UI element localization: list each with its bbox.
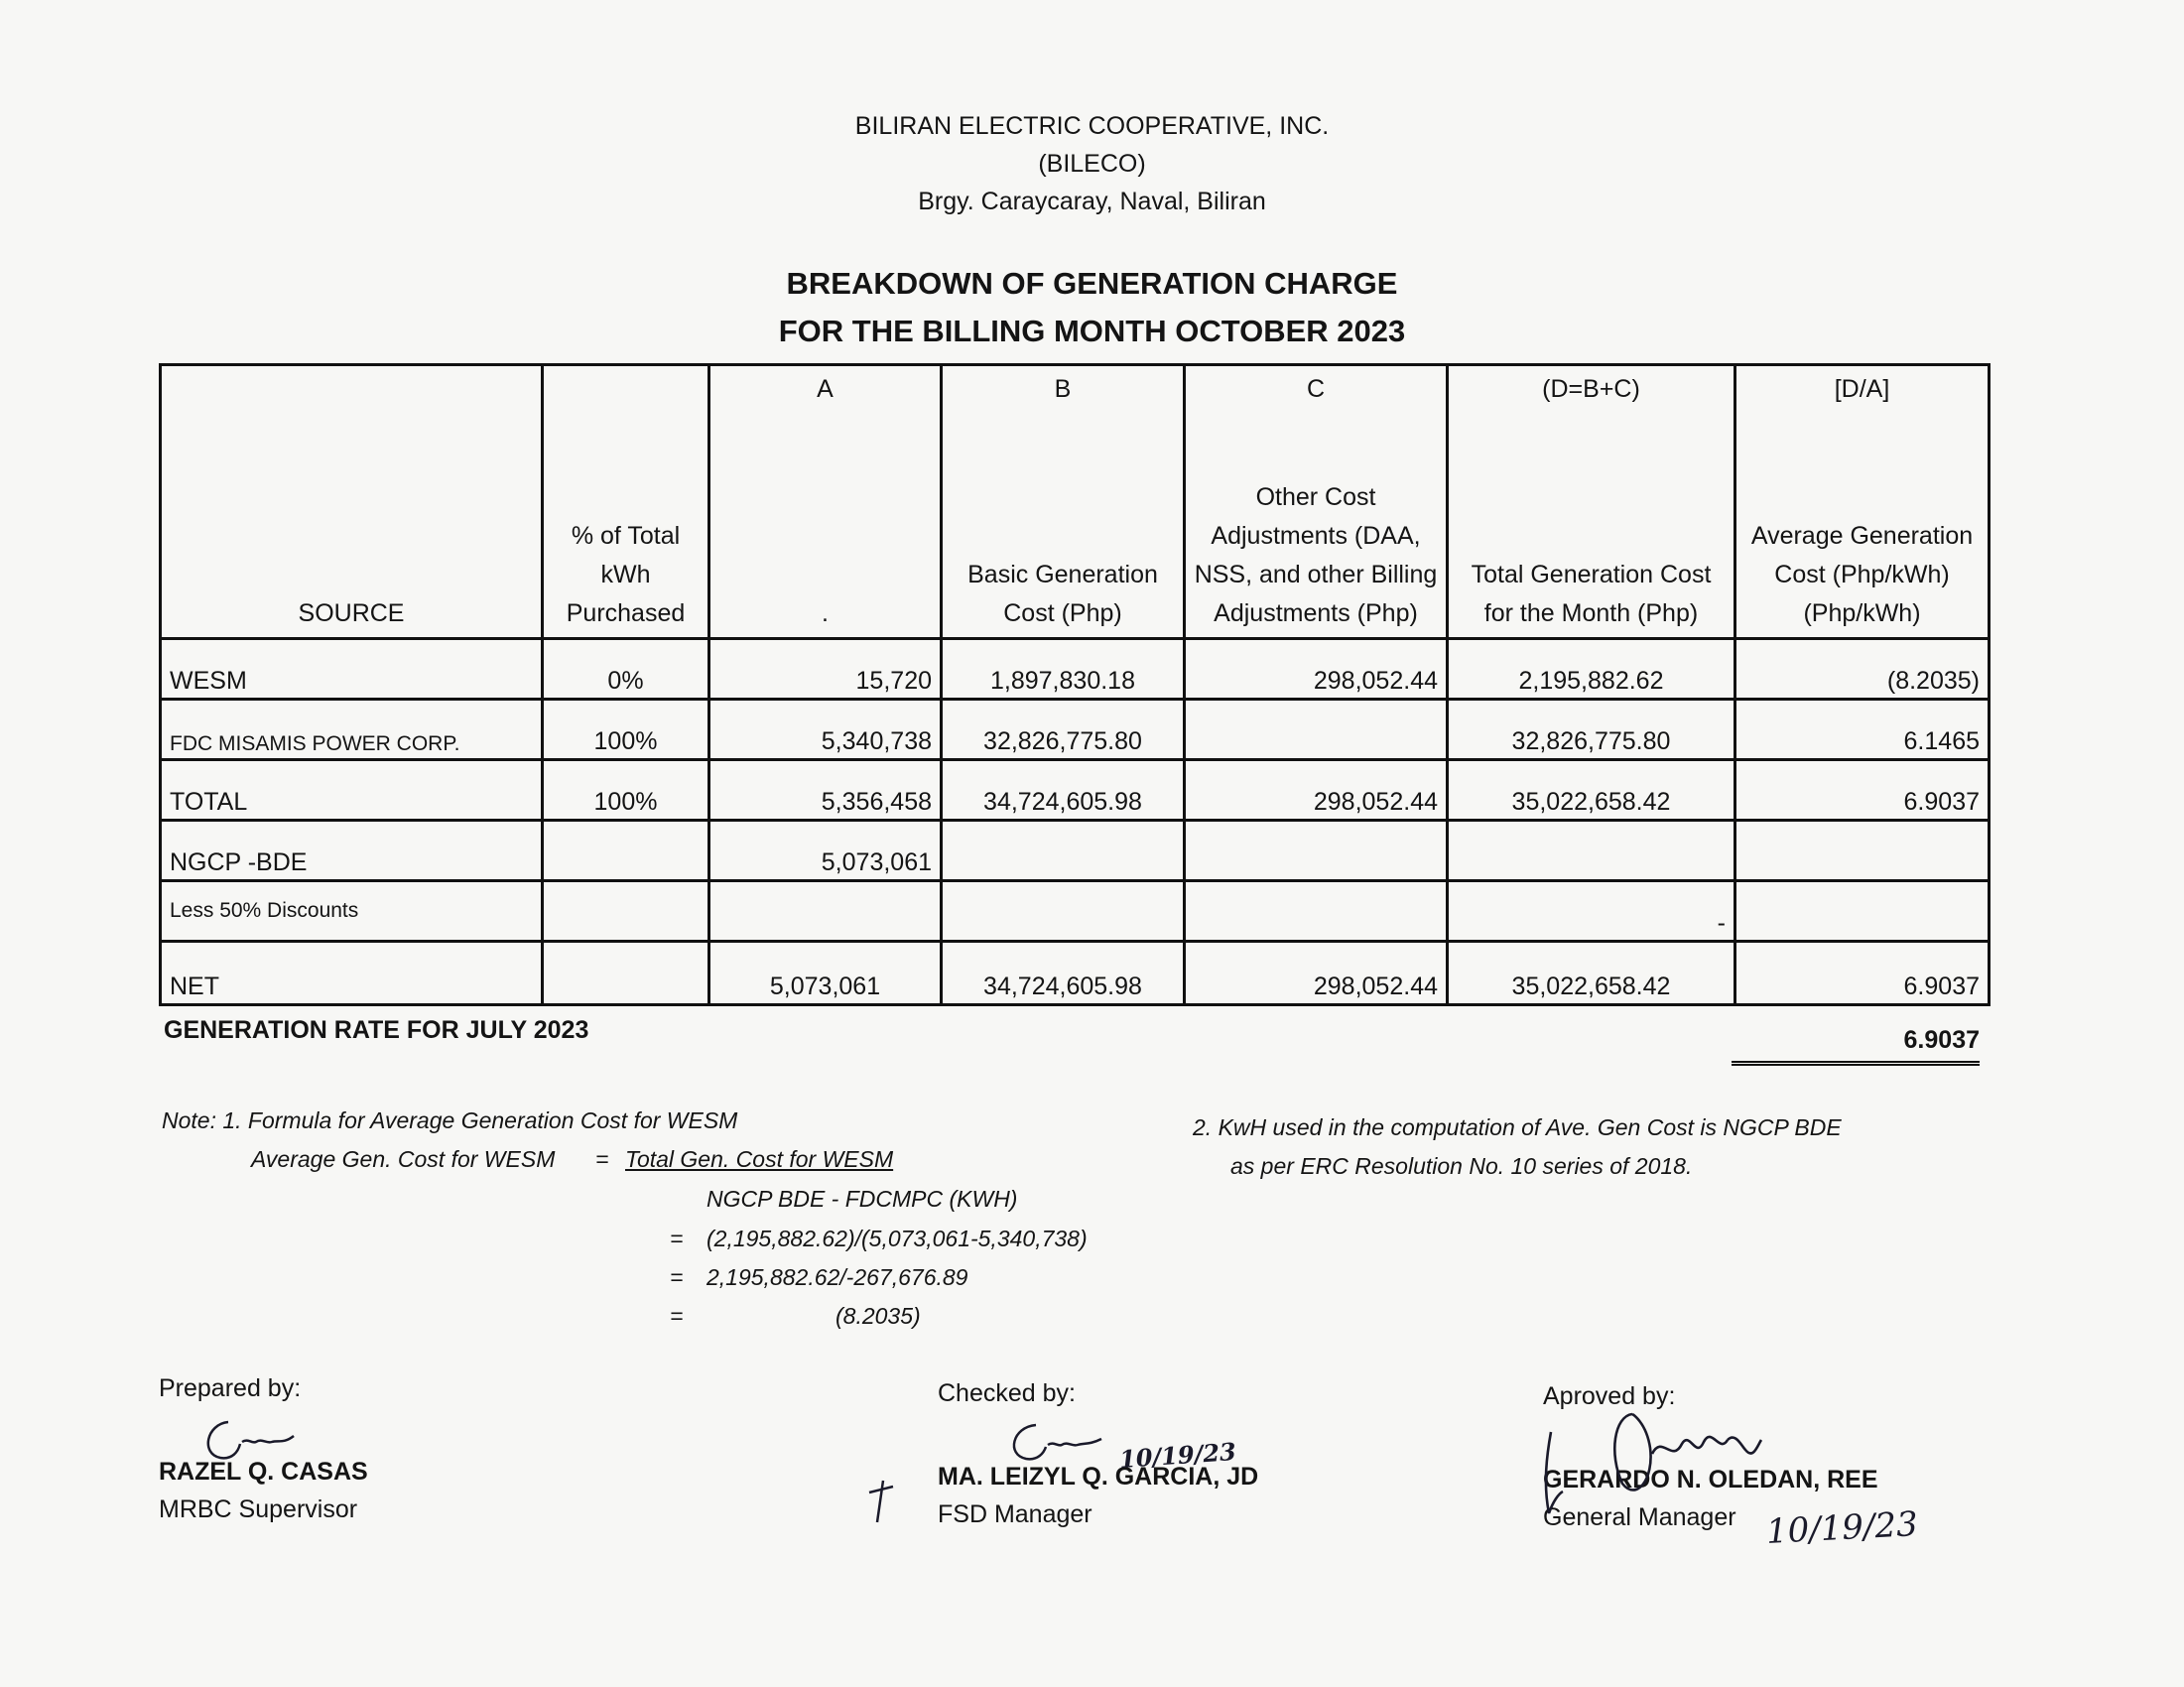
- approved-by-position: General Manager: [1543, 1503, 1736, 1531]
- table-row: [161, 881, 1990, 942]
- cell-d: -: [1448, 881, 1735, 942]
- table-row: [161, 639, 1990, 700]
- note-1-step2-equals: =: [670, 1264, 684, 1290]
- cell-c: [1185, 700, 1448, 760]
- note-1-lhs: Average Gen. Cost for WESM: [251, 1146, 556, 1172]
- col-letter-avg: [D/A]: [1834, 375, 1890, 403]
- cell-pct: 0%: [543, 639, 709, 700]
- header-row: [161, 365, 1990, 639]
- col-letter-d: (D=B+C): [1542, 375, 1640, 403]
- col-letter-b: B: [1054, 375, 1072, 403]
- cell-b: 34,724,605.98: [942, 942, 1185, 1005]
- note-1-step1-equals: =: [670, 1226, 684, 1251]
- cell-c: 298,052.44: [1185, 760, 1448, 821]
- cell-d: 2,195,882.62: [1448, 639, 1735, 700]
- col-header-source: [161, 365, 543, 639]
- cell-d: [1448, 821, 1735, 881]
- col-header-c-label: Other Cost Adjustments (DAA, NSS, and other Billing Adjustments (Php): [1194, 483, 1438, 627]
- col-letter-c: C: [1306, 375, 1326, 403]
- approved-signature-icon: [1533, 1384, 1801, 1523]
- note-1-denominator: NGCP BDE - FDCMPC (KWH): [707, 1186, 1018, 1212]
- col-header-avg: [1735, 365, 1990, 639]
- cell-a: 15,720: [709, 639, 942, 700]
- cell-avg: [1735, 821, 1990, 881]
- generation-charge-table: [159, 363, 1991, 1006]
- checked-by-name: MA. LEIZYL Q. GARCIA, JD: [938, 1463, 1259, 1491]
- cell-avg: [1735, 881, 1990, 942]
- cell-a: 5,073,061: [709, 942, 942, 1005]
- document-title: [0, 260, 2184, 355]
- note-1-step3: (8.2035): [835, 1303, 921, 1329]
- cell-avg: 6.9037: [1735, 942, 1990, 1005]
- cell-d: 35,022,658.42: [1448, 760, 1735, 821]
- cell-pct: [543, 942, 709, 1005]
- cell-source: TOTAL: [161, 760, 543, 821]
- note-1-step3-equals: =: [670, 1303, 684, 1329]
- col-header-d-label: Total Generation Cost for the Month (Php): [1471, 561, 1712, 627]
- cell-source: NET: [161, 942, 543, 1005]
- title-line-1: BREAKDOWN OF GENERATION CHARGE: [786, 266, 1398, 301]
- cell-c: [1185, 881, 1448, 942]
- cross-mark-icon: [863, 1477, 899, 1526]
- cell-avg: 6.1465: [1735, 700, 1990, 760]
- checked-signature-icon: [1002, 1419, 1111, 1469]
- cell-avg: 6.9037: [1735, 760, 1990, 821]
- generation-rate-label: GENERATION RATE FOR JULY 2023: [164, 1016, 589, 1044]
- org-name: BILIRAN ELECTRIC COOPERATIVE, INC.: [854, 112, 1330, 140]
- col-header-d: [1448, 365, 1735, 639]
- table-row-total: [161, 760, 1990, 821]
- approved-handwritten-date: 10/19/23: [1765, 1504, 1919, 1552]
- note-2-line-1: 2. KwH used in the computation of Ave. Gen Cost is NGCP BDE: [1193, 1114, 1842, 1140]
- cell-source: Less 50% Discounts: [161, 881, 543, 942]
- col-header-source-label: SOURCE: [298, 599, 405, 627]
- generation-rate-value: 6.9037: [1732, 1026, 1980, 1066]
- approved-by-label: Aproved by:: [1543, 1382, 1676, 1410]
- note-1-step2: 2,195,882.62/-267,676.89: [707, 1264, 968, 1290]
- table-row: [161, 700, 1990, 760]
- cell-a: 5,340,738: [709, 700, 942, 760]
- col-header-a: [709, 365, 942, 639]
- cell-pct: [543, 821, 709, 881]
- prepared-signature-icon: [198, 1414, 308, 1464]
- note-2-line-2: as per ERC Resolution No. 10 series of 2018.: [1230, 1153, 1693, 1179]
- cell-pct: 100%: [543, 760, 709, 821]
- cell-source: NGCP -BDE: [161, 821, 543, 881]
- cell-source: WESM: [161, 639, 543, 700]
- cell-a: [709, 881, 942, 942]
- cell-b: 1,897,830.18: [942, 639, 1185, 700]
- col-header-b: [942, 365, 1185, 639]
- table-row-net: [161, 942, 1990, 1005]
- prepared-by-name: RAZEL Q. CASAS: [159, 1458, 368, 1486]
- org-address: Brgy. Caraycaray, Naval, Biliran: [918, 188, 1266, 215]
- cell-source: FDC MISAMIS POWER CORP.: [161, 700, 543, 760]
- prepared-by-position: MRBC Supervisor: [159, 1495, 358, 1523]
- note-1-title: Note: 1. Formula for Average Generation Cost for WESM: [162, 1107, 738, 1133]
- cell-a: 5,356,458: [709, 760, 942, 821]
- org-abbreviation: (BILECO): [1038, 150, 1146, 178]
- cell-a: 5,073,061: [709, 821, 942, 881]
- cell-c: 298,052.44: [1185, 942, 1448, 1005]
- approved-by-name: GERARDO N. OLEDAN, REE: [1543, 1466, 1878, 1493]
- table-row: [161, 821, 1990, 881]
- prepared-by-label: Prepared by:: [159, 1374, 302, 1402]
- col-header-avg-label: Average Generation Cost (Php/kWh) (Php/kWh): [1750, 522, 1974, 627]
- cell-b: [942, 881, 1185, 942]
- cell-pct: 100%: [543, 700, 709, 760]
- cell-b: 32,826,775.80: [942, 700, 1185, 760]
- col-header-pct: [543, 365, 709, 639]
- letterhead: [0, 107, 2184, 220]
- col-header-a-label: .: [822, 599, 829, 627]
- title-line-2: FOR THE BILLING MONTH OCTOBER 2023: [778, 314, 1406, 348]
- cell-avg: (8.2035): [1735, 639, 1990, 700]
- cell-pct: [543, 881, 709, 942]
- cell-d: 32,826,775.80: [1448, 700, 1735, 760]
- note-1-equals: =: [595, 1146, 609, 1172]
- col-header-c: [1185, 365, 1448, 639]
- col-header-pct-label: % of Total kWh Purchased: [566, 522, 686, 627]
- note-1-step1: (2,195,882.62)/(5,073,061-5,340,738): [707, 1226, 1088, 1251]
- checked-by-position: FSD Manager: [938, 1500, 1092, 1528]
- cell-b: 34,724,605.98: [942, 760, 1185, 821]
- col-header-b-label: Basic Generation Cost (Php): [967, 561, 1158, 627]
- checked-by-label: Checked by:: [938, 1379, 1076, 1407]
- cell-c: 298,052.44: [1185, 639, 1448, 700]
- cell-c: [1185, 821, 1448, 881]
- cell-d: 35,022,658.42: [1448, 942, 1735, 1005]
- cell-b: [942, 821, 1185, 881]
- note-1-numerator: Total Gen. Cost for WESM: [625, 1146, 894, 1172]
- checked-handwritten-date: 10/19/23: [1118, 1436, 1237, 1475]
- col-letter-a: A: [817, 375, 834, 403]
